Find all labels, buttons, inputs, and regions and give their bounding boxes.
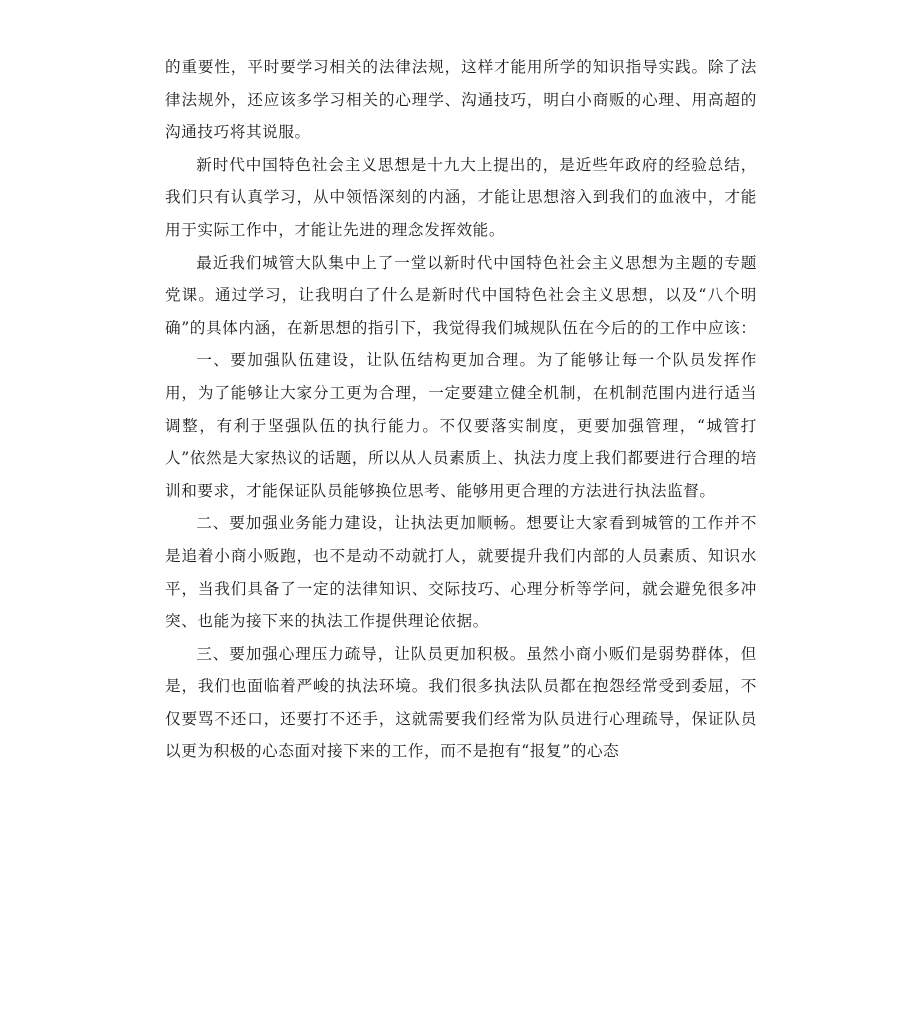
paragraph-continuation: 的重要性，平时要学习相关的法律法规，这样才能用所学的知识指导实践。除了法律法规外，还应该多学习相关的心理学、沟通技巧，明白小商贩的心理、用高超的沟通技巧将其说服。 xyxy=(165,58,757,142)
document-body xyxy=(165,51,757,768)
paragraph-point-three: 三、要加强心理压力疏导，让队员更加积极。虽然小商小贩们是弱势群体，但是，我们也面临着严峻的执法环境。我们很多执法队员都在抱怨经常受到委屈，不仅要骂不还口，还要打不还手，这就需要我们经常为队员进行心理疏导，保证队员以更为积极的心态面对接下来的工作，而不是抱有“报复”的心态 xyxy=(165,644,757,761)
paragraph-point-one: 一、要加强队伍建设，让队伍结构更加合理。为了能够让每一个队员发挥作用，为了能够让大家分工更为合理，一定要建立健全机制，在机制范围内进行适当调整，有利于坚强队伍的执行能力。不仅要落实制度，更要加强管理，“城管打人”依然是大家热议的话题，所以从人员素质上、执法力度上我们都要进行合理的培训和要求，才能保证队员能够换位思考、能够用更合理的方法进行执法监督。 xyxy=(165,351,757,500)
paragraph-new-era-thought: 新时代中国特色社会主义思想是十九大上提出的，是近些年政府的经验总结，我们只有认真学习，从中领悟深刻的内涵，才能让思想溶入到我们的血液中，才能用于实际工作中，才能让先进的理念发挥效能。 xyxy=(165,155,757,239)
paragraph-party-lesson: 最近我们城管大队集中上了一堂以新时代中国特色社会主义思想为主题的专题党课。通过学习，让我明白了什么是新时代中国特色社会主义思想，以及“八个明确”的具体内涵，在新思想的指引下，我觉得我们城规队伍在今后的的工作中应该： xyxy=(165,253,757,337)
paragraph-point-two: 二、要加强业务能力建设，让执法更加顺畅。想要让大家看到城管的工作并不是追着小商小贩跑，也不是动不动就打人，就要提升我们内部的人员素质、知识水平，当我们具备了一定的法律知识、交际技巧、心理分析等学问，就会避免很多冲突、也能为接下来的执法工作提供理论依据。 xyxy=(165,514,757,631)
